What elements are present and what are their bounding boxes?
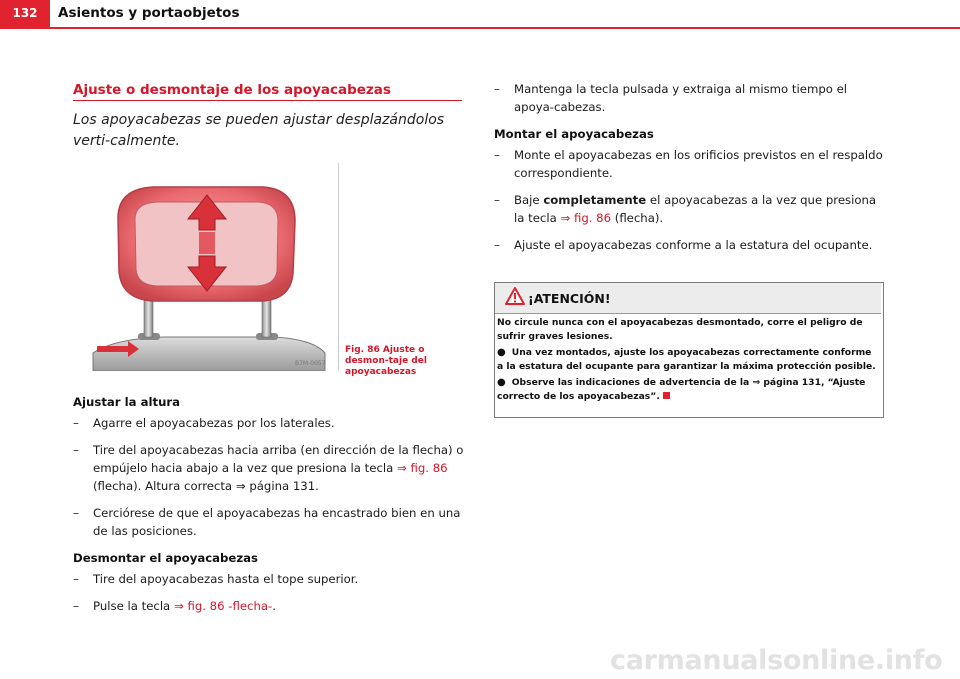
headrest-figure [73,163,339,371]
list-item: – Baje completamente el apoyacabezas a la vez que presiona la tecla ⇒ fig. 86 (flecha). [494,193,877,225]
list-item: – Tire del apoyacabezas hasta el tope superior. [73,572,359,586]
watermark: carmanualsonline.info [610,645,943,676]
fig-link[interactable]: ⇒ fig. 86 [397,461,448,475]
section-title: Ajuste o desmontaje de los apoyacabezas [73,82,391,98]
list-item: – Tire del apoyacabezas hacia arriba (en dirección de la flecha) o empújelo hacia abajo a la vez que presiona la tecla ⇒ fig. 86 (flecha). Altura correcta ⇒ página 131. [73,443,464,493]
right-column [494,80,886,254]
header-rule [0,27,960,29]
page-number: 132 [0,0,50,27]
header-title: Asientos y portaobjetos [58,5,240,21]
left-column [73,393,468,615]
warning-paragraph: ● Una vez montados, ajuste los apoyacabezas correctamente conforme a la estatura del ocupante para garantizar la máxima protección posible. [497,347,876,372]
warning-paragraph: ● Observe las indicaciones de advertencia de la ⇒ página 131, “Ajuste correcto de los apoyacabezas”. [497,377,866,402]
figure-caption: Fig. 86 Ajuste o desmon-taje del apoyacabezas [345,345,427,377]
fig-link[interactable]: ⇒ fig. 86 [560,211,612,225]
list-item: – Ajuste el apoyacabezas conforme a la estatura del ocupante. [494,238,873,252]
end-mark-icon [663,392,670,399]
list-item: – Agarre el apoyacabezas por los laterales. [73,416,335,430]
list-item: – Monte el apoyacabezas en los orificios previstos en el respaldo correspondiente. [494,148,883,180]
figure-code: B7M-0057 [295,360,326,367]
list-item: – Mantenga la tecla pulsada y extraiga al mismo tiempo el apoya-cabezas. [494,82,848,114]
list-item: – Pulse la tecla ⇒ fig. 86 -flecha-. [73,599,276,613]
subheading-desmontar: Desmontar el apoyacabezas [73,551,258,565]
headrest-illustration [73,163,338,371]
list-item: – Cerciórese de que el apoyacabezas ha encastrado bien en una de las posiciones. [73,506,461,538]
section-rule [73,100,462,101]
fig-link[interactable]: ⇒ fig. 86 -flecha- [173,599,273,613]
subheading-montar: Montar el apoyacabezas [494,127,654,141]
warning-body [497,316,879,404]
warning-title: ¡ATENCIÓN! [528,291,611,306]
subheading-altura: Ajustar la altura [73,395,181,409]
warning-triangle-icon [505,287,525,309]
section-lead: Los apoyacabezas se pueden ajustar desplazándolos verti-calmente. [73,112,445,149]
warning-paragraph: No circule nunca con el apoyacabezas desmontado, corre el peligro de sufrir graves lesiones. [497,317,863,342]
